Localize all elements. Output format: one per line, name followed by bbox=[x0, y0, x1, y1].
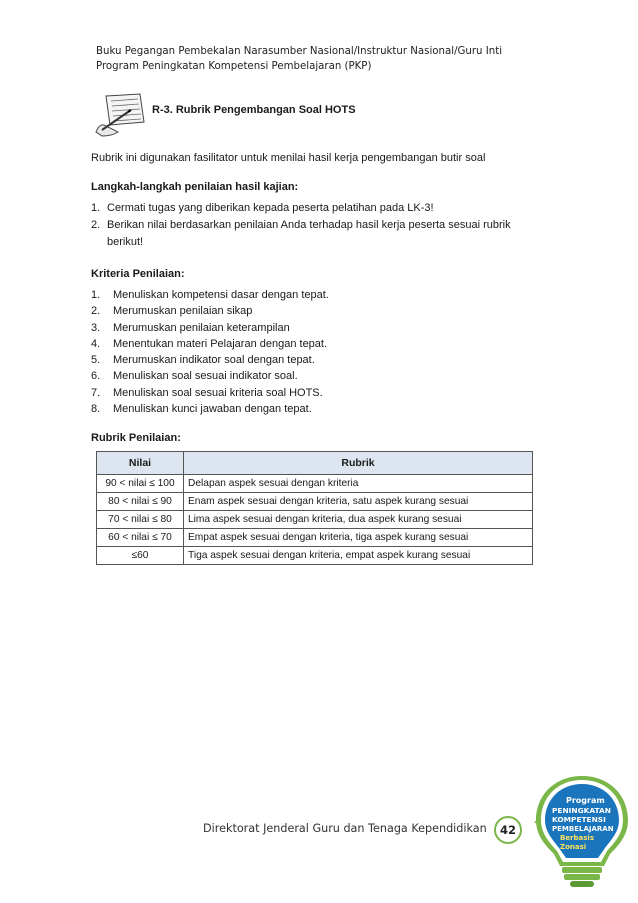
cell-nilai: 70 < nilai ≤ 80 bbox=[97, 511, 184, 529]
list-item bbox=[91, 320, 541, 336]
logo-line-5: Berbasis bbox=[560, 834, 595, 842]
list-text: Cermati tugas yang diberikan kepada peserta pelatihan pada LK-3! bbox=[107, 202, 434, 214]
list-text: Menuliskan soal sesuai kriteria soal HOTS. bbox=[113, 386, 323, 399]
rubrik-heading: Rubrik Penilaian: bbox=[91, 432, 181, 444]
list-item bbox=[91, 200, 541, 217]
table-row bbox=[97, 547, 533, 565]
intro-text: Rubrik ini digunakan fasilitator untuk menilai hasil kerja pengembangan butir soal bbox=[91, 152, 486, 164]
section-title: R-3. Rubrik Pengembangan Soal HOTS bbox=[152, 104, 356, 116]
cell-rubrik: Empat aspek sesuai dengan kriteria, tiga aspek kurang sesuai bbox=[184, 529, 533, 547]
table-row bbox=[97, 529, 533, 547]
list-text: Berikan nilai berdasarkan penilaian Anda terhadap hasil kerja peserta sesuai rubrik berikut! bbox=[107, 219, 511, 248]
logo-line-2: PENINGKATAN bbox=[552, 806, 611, 815]
list-number: 4. bbox=[91, 337, 101, 350]
list-number: 6. bbox=[91, 370, 101, 383]
list-text: Menentukan materi Pelajaran dengan tepat. bbox=[113, 337, 328, 350]
cell-rubrik: Tiga aspek sesuai dengan kriteria, empat aspek kurang sesuai bbox=[184, 547, 533, 565]
list-text: Menuliskan kompetensi dasar dengan tepat. bbox=[113, 289, 329, 301]
header-line-1: Buku Pegangan Pembekalan Narasumber Nasional/Instruktur Nasional/Guru Inti bbox=[96, 46, 503, 57]
rubric-table bbox=[96, 451, 533, 565]
list-item bbox=[91, 368, 541, 384]
list-number: 2. bbox=[91, 305, 101, 318]
list-number: 3. bbox=[91, 321, 101, 334]
footer-text: Direktorat Jenderal Guru dan Tenaga Kependidikan bbox=[203, 822, 487, 835]
logo-line-3: KOMPETENSI bbox=[552, 815, 606, 824]
column-header-nilai: Nilai bbox=[97, 452, 184, 475]
list-number: 8. bbox=[91, 403, 101, 416]
list-text: Menuliskan soal sesuai indikator soal. bbox=[113, 370, 298, 383]
list-item bbox=[91, 385, 541, 401]
list-number: 1. bbox=[91, 289, 101, 301]
cell-nilai: 60 < nilai ≤ 70 bbox=[97, 529, 184, 547]
cell-rubrik: Lima aspek sesuai dengan kriteria, dua aspek kurang sesuai bbox=[184, 511, 533, 529]
list-text: Merumuskan indikator soal dengan tepat. bbox=[113, 354, 315, 367]
list-text: Menuliskan kunci jawaban dengan tepat. bbox=[113, 403, 312, 416]
header-line-2: Program Peningkatan Kompetensi Pembelajaran (PKP) bbox=[96, 61, 372, 72]
table-row bbox=[97, 475, 533, 493]
cell-nilai: ≤60 bbox=[97, 547, 184, 565]
list-item bbox=[91, 401, 541, 417]
list-item bbox=[91, 336, 541, 352]
page-number: 42 bbox=[494, 816, 522, 844]
langkah-heading: Langkah-langkah penilaian hasil kajian: bbox=[91, 181, 299, 193]
table-header-row bbox=[97, 452, 533, 475]
column-header-rubrik: Rubrik bbox=[184, 452, 533, 475]
cell-rubrik: Delapan aspek sesuai dengan kriteria bbox=[184, 475, 533, 493]
list-item bbox=[91, 217, 541, 251]
kriteria-heading: Kriteria Penilaian: bbox=[91, 268, 185, 280]
list-number: 2. bbox=[91, 219, 101, 231]
list-item bbox=[91, 303, 541, 319]
list-number: 7. bbox=[91, 386, 101, 399]
lightbulb-logo-icon bbox=[530, 770, 634, 890]
notepad-icon bbox=[92, 92, 148, 138]
cell-rubrik: Enam aspek sesuai dengan kriteria, satu aspek kurang sesuai bbox=[184, 493, 533, 511]
langkah-list bbox=[91, 200, 541, 251]
table-row bbox=[97, 511, 533, 529]
list-number: 5. bbox=[91, 354, 101, 367]
cell-nilai: 90 < nilai ≤ 100 bbox=[97, 475, 184, 493]
section-title-row bbox=[92, 92, 552, 142]
logo-line-6: Zonasi bbox=[560, 843, 587, 851]
cell-nilai: 80 < nilai ≤ 90 bbox=[97, 493, 184, 511]
table-row bbox=[97, 493, 533, 511]
list-text: Merumuskan penilaian sikap bbox=[113, 305, 253, 318]
list-item bbox=[91, 352, 541, 368]
list-item bbox=[91, 287, 541, 303]
kriteria-list bbox=[91, 287, 541, 417]
list-text: Merumuskan penilaian keterampilan bbox=[113, 321, 290, 334]
logo-line-4: PEMBELAJARAN bbox=[552, 825, 614, 833]
page-header bbox=[96, 44, 566, 74]
logo-line-1: Program bbox=[566, 796, 605, 805]
list-number: 1. bbox=[91, 202, 101, 214]
